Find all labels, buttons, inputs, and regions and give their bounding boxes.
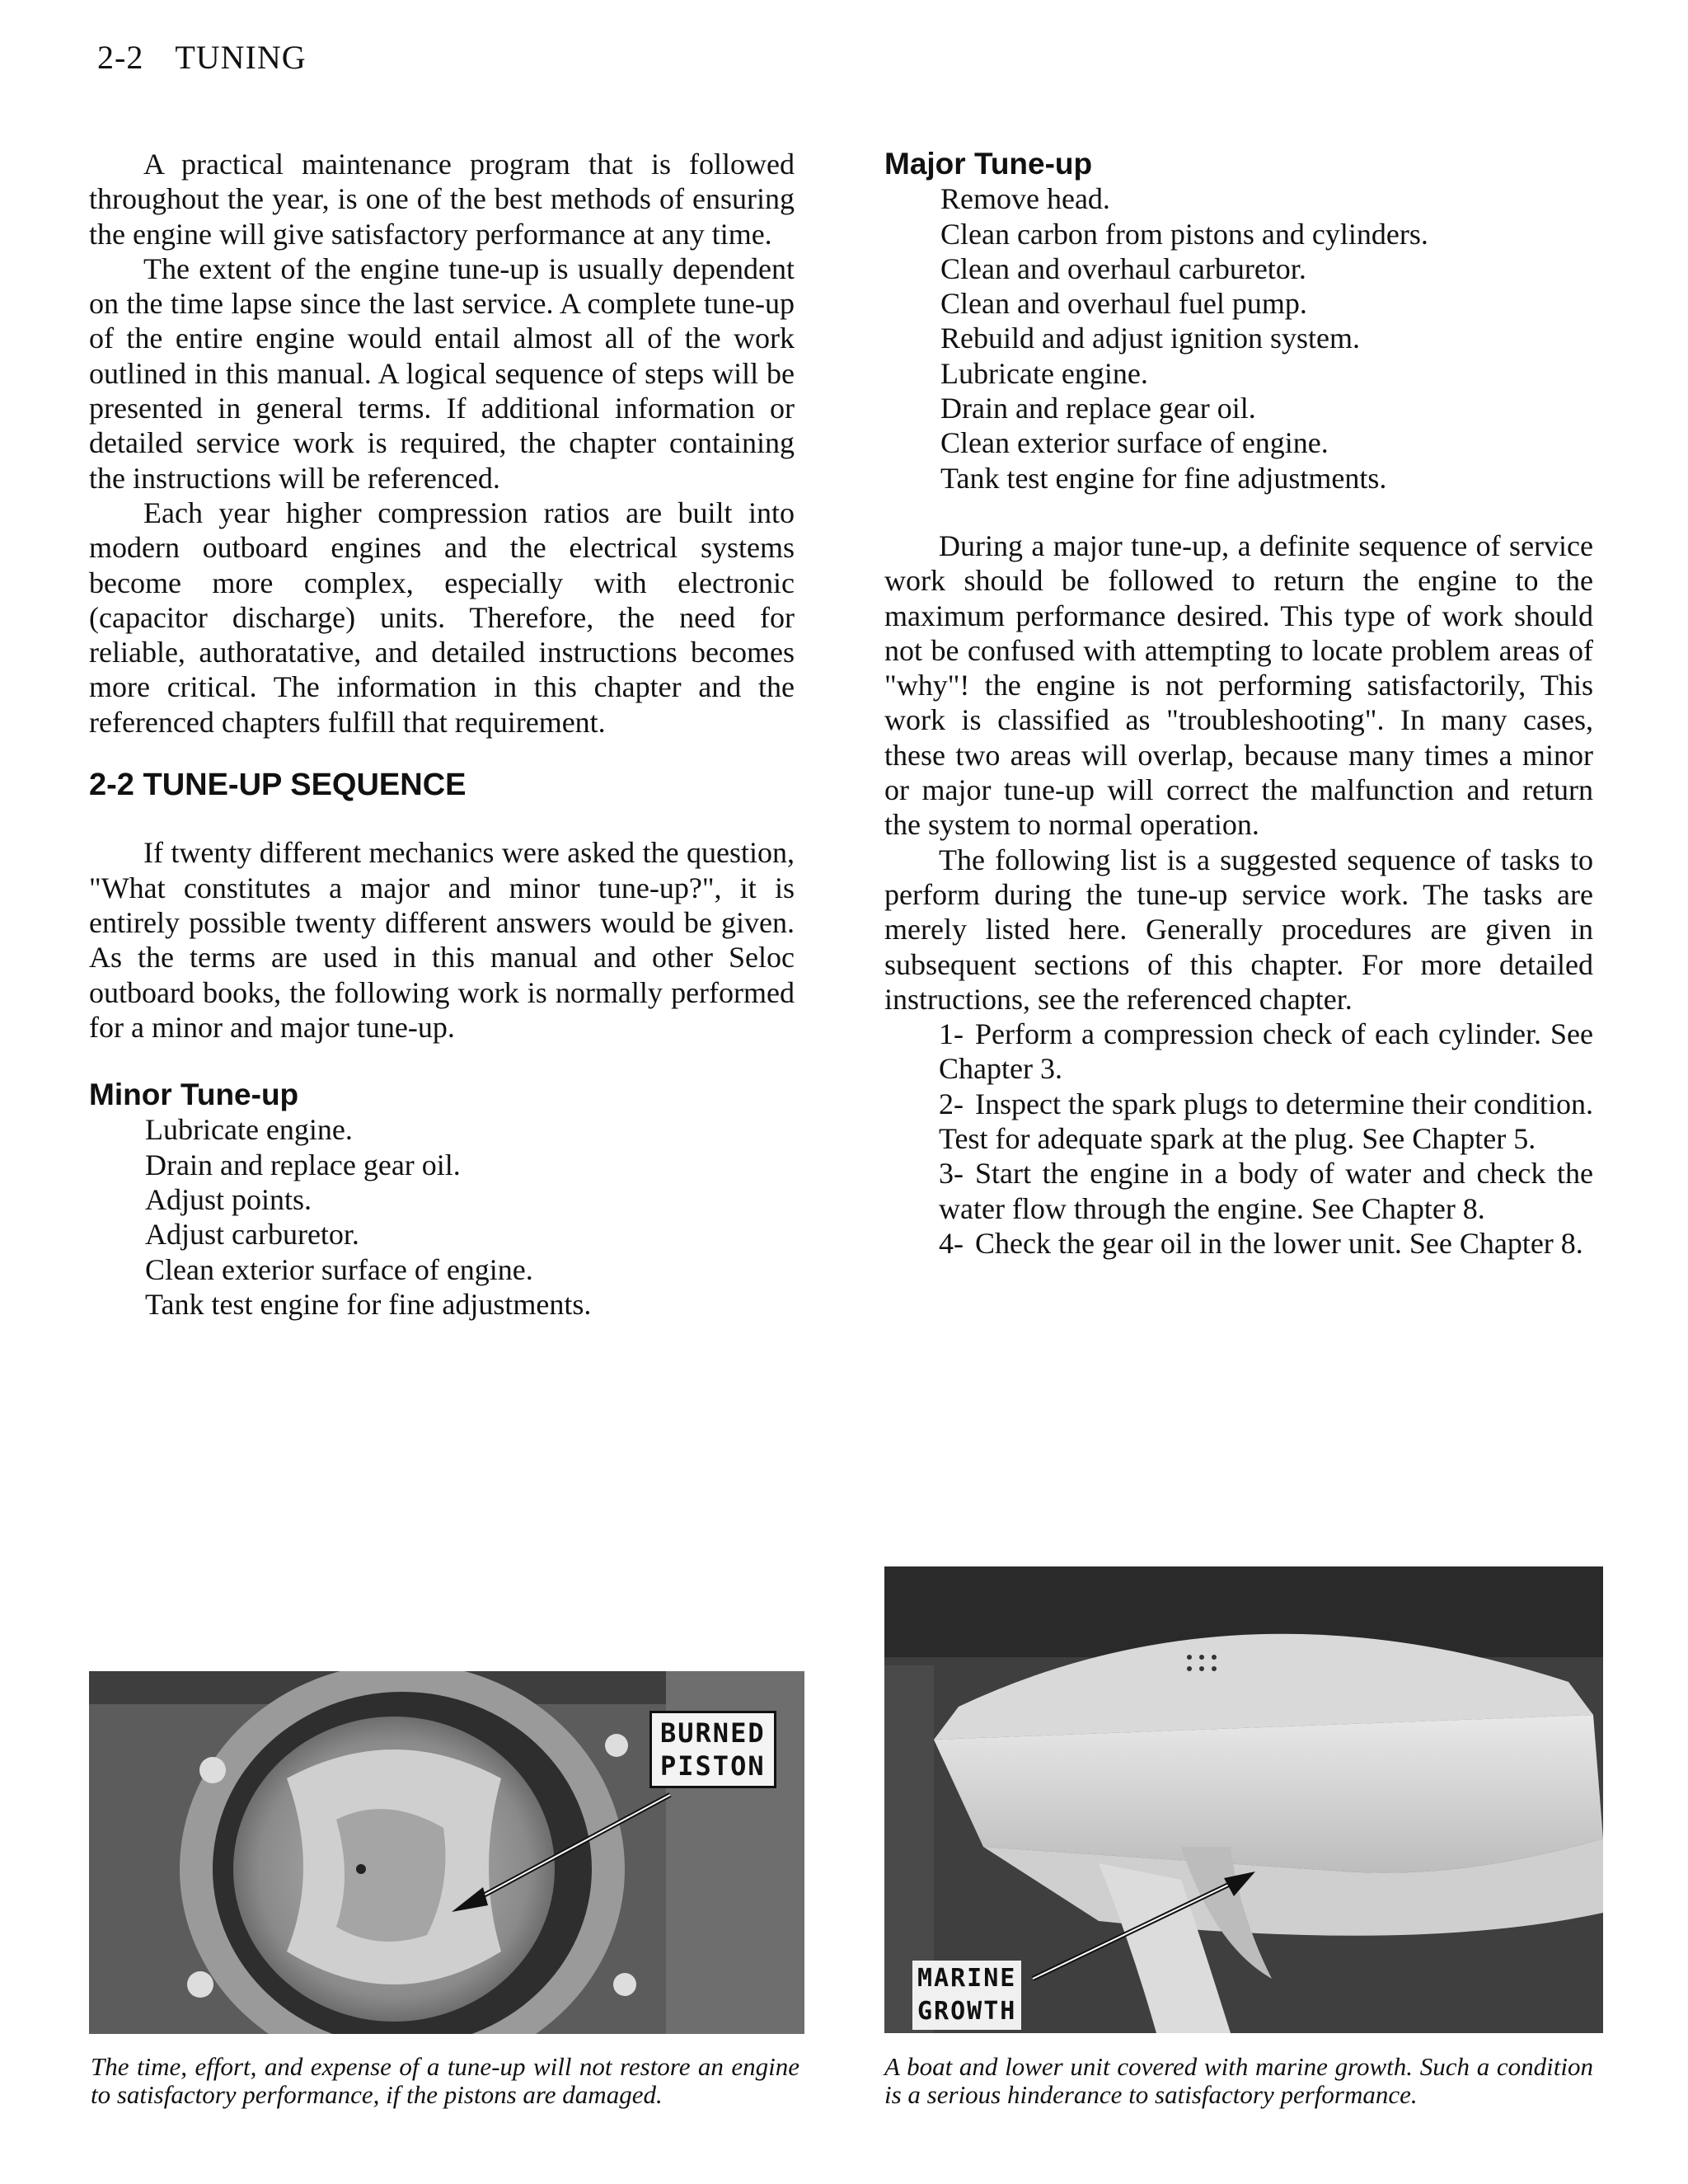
list-item: Drain and replace gear oil. (940, 392, 1256, 425)
tuneup-steps-list (884, 1017, 1593, 1261)
label-line-1: BURNED (660, 1717, 766, 1749)
list-item: Tank test engine for fine adjustments. (145, 1287, 592, 1321)
step-number: 3- (939, 1157, 964, 1191)
section-heading: 2-2 TUNE-UP SEQUENCE (89, 768, 467, 803)
list-item: Clean exterior surface of engine. (940, 426, 1329, 460)
list-item: Adjust points. (145, 1183, 312, 1217)
step-text: Start the engine in a body of water and check the water flow through the engine. See Chapter 8. (939, 1157, 1593, 1225)
label-line-2: GROWTH (917, 1997, 1017, 2026)
section-paragraph: If twenty different mechanics were asked the question, "What constitutes a major and minor tune-up?", it is entirely possible twenty different answers would be given. As the terms are used in this manual and other Seloc outboard books, the following work is normally performed for a minor and major tune-up. (89, 836, 795, 1044)
spacer (884, 496, 1593, 528)
marine-growth-photo (884, 1566, 1603, 2033)
right-paragraph-2: The following list is a suggested sequence of tasks to perform during the tune-up service work. The tasks are merely listed here. Generally procedures are given in subsequent sections of this chapter. For more detailed instructions, see the referenced chapter. (884, 843, 1593, 1016)
burned-piston-label (649, 1711, 776, 1788)
minor-tuneup-list (89, 1112, 795, 1322)
minor-tuneup-heading: Minor Tune-up (89, 1078, 299, 1112)
burned-piston-caption: The time, effort, and expense of a tune-up will not restore an engine to satisfactory performance, if the pistons are damaged. (91, 2052, 799, 2109)
burned-piston-photo (89, 1671, 804, 2034)
chapter-title: TUNING (175, 39, 307, 76)
label-line-2: PISTON (660, 1750, 766, 1782)
major-tuneup-list (884, 181, 1593, 496)
list-item (939, 1226, 1593, 1261)
list-item: Adjust carburetor. (145, 1218, 359, 1252)
page-number: 2-2 (97, 39, 144, 76)
marine-growth-label (912, 1961, 1021, 2030)
intro-paragraph-2: The extent of the engine tune-up is usually dependent on the time lapse since the last service. A complete tune-up of the entire engine would entail almost all of the work outlined in this manual. A logical sequence of steps will be presented in general terms. If additional information or detailed service work is required, the chapter containing the instructions will be referenced. (89, 251, 795, 495)
step-number: 2- (939, 1087, 964, 1120)
step-number: 4- (939, 1226, 964, 1260)
list-item: Drain and replace gear oil. (145, 1148, 461, 1181)
step-text: Perform a compression check of each cylinder. See Chapter 3. (939, 1017, 1593, 1086)
intro-paragraph-3: Each year higher compression ratios are built into modern outboard engines and the electrical systems become more complex, especially with electronic (capacitor discharge) units. Therefore, the need for reliable, authoratative, and detailed instructions becomes more critical. The information in this chapter and the referenced chapters fulfill that requirement. (89, 496, 795, 739)
label-line-1: MARINE (917, 1964, 1017, 1993)
list-item: Clean and overhaul carburetor. (940, 251, 1306, 285)
list-item: Clean and overhaul fuel pump. (940, 287, 1307, 321)
step-number: 1- (939, 1017, 964, 1051)
list-item: Tank test engine for fine adjustments. (940, 461, 1387, 495)
step-text: Check the gear oil in the lower unit. See Chapter 8. (975, 1226, 1583, 1260)
list-item: Clean carbon from pistons and cylinders. (940, 217, 1428, 251)
page-header (97, 38, 307, 77)
intro-paragraph-1: A practical maintenance program that is followed throughout the year, is one of the best methods of ensuring the engine will give satisfactory performance at any time. (89, 148, 795, 251)
list-item (939, 1156, 1593, 1226)
left-column (89, 147, 795, 1322)
list-item (939, 1087, 1593, 1157)
right-column (884, 147, 1593, 1261)
list-item: Remove head. (940, 182, 1110, 216)
right-paragraph-1: During a major tune-up, a definite sequence of service work should be followed to return the engine to the maximum performance desired. This type of work should not be confused with attempting to locate problem areas of "why"! the engine is not performing satisfactorily, This work is classified as "troubleshooting". In many cases, these two areas will overlap, because many times a minor or major tune-up will correct the malfunction and return the system to normal operation. (884, 528, 1593, 842)
list-item: Rebuild and adjust ignition system. (940, 322, 1360, 355)
list-item: Lubricate engine. (940, 356, 1148, 390)
major-tuneup-heading: Major Tune-up (884, 147, 1093, 181)
list-item: Clean exterior surface of engine. (145, 1252, 533, 1286)
marine-growth-caption: A boat and lower unit covered with marine growth. Such a condition is a serious hinderance to satisfactory performance. (884, 2052, 1593, 2109)
list-item: Lubricate engine. (145, 1113, 353, 1147)
step-text: Inspect the spark plugs to determine their condition. Test for adequate spark at the plug. See Chapter 5. (939, 1087, 1593, 1156)
list-item (939, 1017, 1593, 1087)
